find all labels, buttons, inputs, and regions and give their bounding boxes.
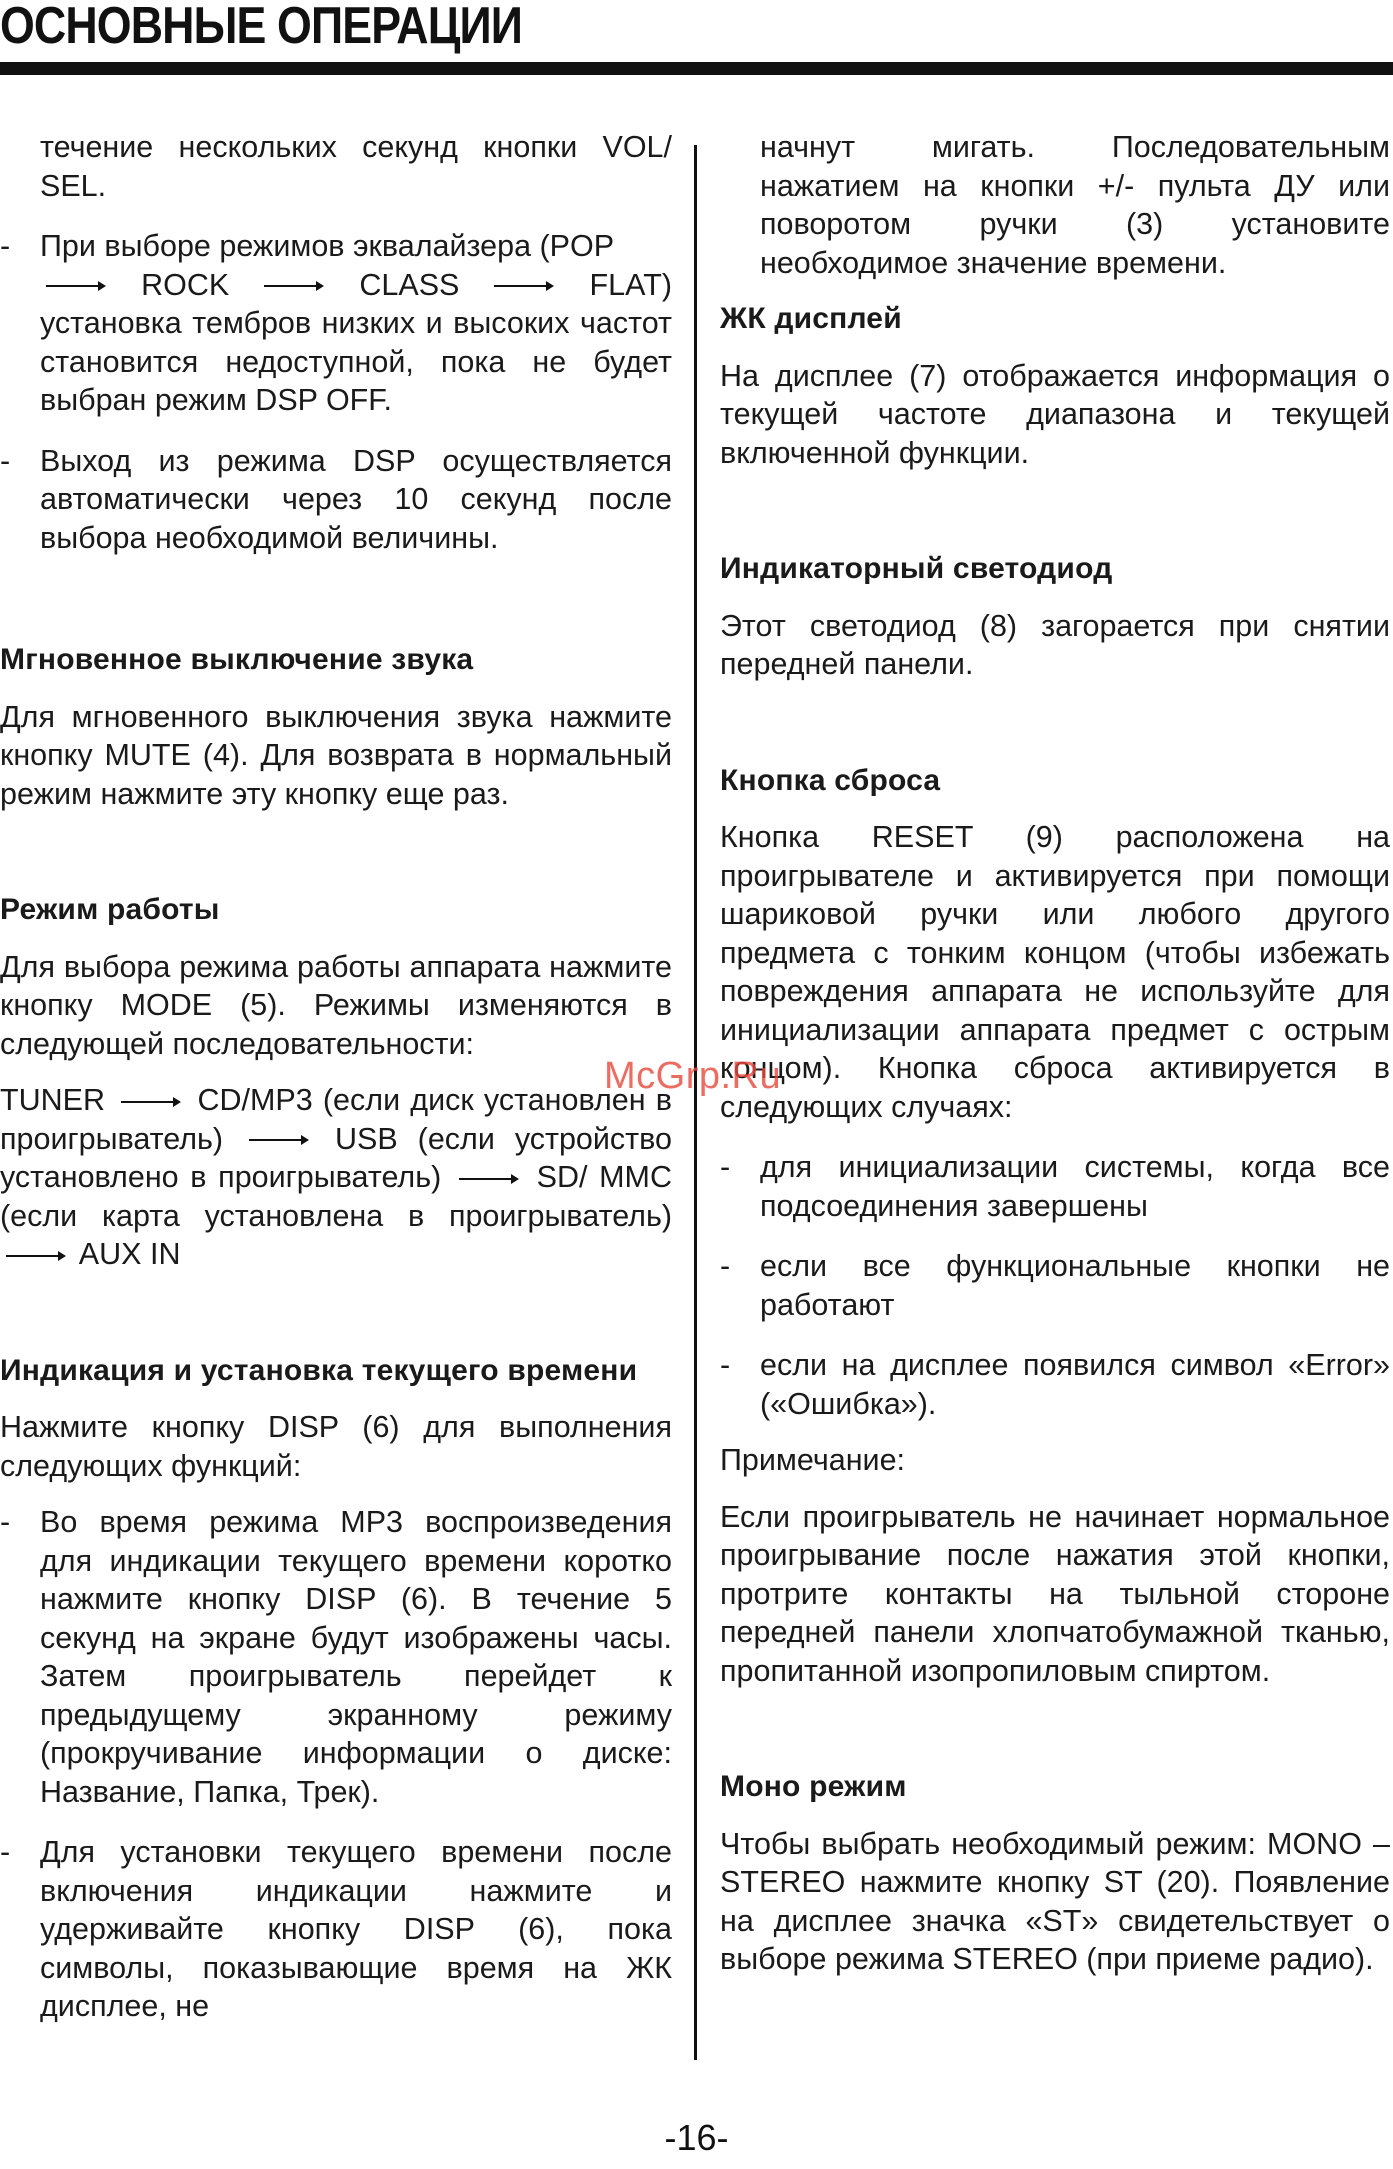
arrow-right-icon: [264, 279, 324, 293]
mode-paragraph: Для выбора режима работы аппарата нажмите кнопку MODE (5). Режимы изменяются в следующей последовательности:: [0, 949, 672, 1061]
list-dash: -: [720, 1348, 731, 1382]
left-column: [0, 128, 672, 2026]
list-dash: -: [720, 1249, 731, 1283]
eq-text-start: При выборе режимов эквалайзера (POP: [40, 229, 615, 263]
list-dash: -: [0, 1835, 11, 1869]
list-item: [720, 1346, 1390, 1423]
mode-cd: CD/MP3 (если диск установлен в проигрыватель): [0, 1083, 672, 1156]
section-heading-reset: Кнопка сброса: [720, 763, 941, 797]
column-divider: [694, 145, 697, 2060]
note-label: Примечание:: [720, 1443, 906, 1477]
note-paragraph: Если проигрыватель не начинает нормальное проигрывание после нажатия этой кнопки, протрите контакты на тыльной стороне передней панели хлопчатобумажной тканью, пропитанной изопропиловым спиртом.: [720, 1499, 1390, 1688]
mute-paragraph: Для мгновенного выключения звука нажмите кнопку MUTE (4). Для возврата в нормальный режим нажмите эту кнопку еще раз.: [0, 699, 672, 811]
eq-rock: ROCK: [141, 267, 230, 302]
right-column: [720, 128, 1390, 1979]
eq-text-end: FLAT) установка тембров низких и высоких частот становится недоступной, пока не будет выбран режим DSP OFF.: [40, 267, 673, 417]
list-item: [0, 442, 672, 558]
time-paragraph: Нажмите кнопку DISP (6) для выполнения следующих функций:: [0, 1410, 672, 1483]
time-item-text: Во время режима MP3 воспроизведения для индикации текущего времени коротко нажмите кнопку DISP (6). В течение 5 секунд на экране будут изображены часы. Затем проигрыватель перейдет к предыдущему экранному режиму (прокручивание информации о диске: Название, Папка, Трек).: [40, 1505, 672, 1809]
section-heading-led: Индикаторный светодиод: [720, 552, 1113, 585]
page-number: -16-: [664, 2117, 729, 2158]
watermark: McGrp.Ru: [604, 1055, 782, 1097]
continued-paragraph: течение нескольких секунд кнопки VOL/ SEL.: [40, 130, 672, 203]
list-item: [720, 1148, 1390, 1225]
mode-sequence: [0, 1081, 672, 1274]
list-item: [0, 1833, 672, 2026]
reset-item-text: для инициализации системы, когда все подсоединения завершены: [760, 1150, 1390, 1223]
mode-usb: USB (если устройство установлено в проигрыватель): [0, 1121, 672, 1194]
reset-item-text: если все функциональные кнопки не работают: [760, 1249, 1390, 1322]
section-heading-mono: Моно режим: [720, 1770, 907, 1803]
list-dash: -: [0, 443, 11, 478]
lcd-paragraph: На дисплее (7) отображается информация о текущей частоте диапазона и текущей включенной функции.: [720, 358, 1390, 470]
dsp-exit-text: Выход из режима DSP осуществляется автоматически через 10 секунд после выбора необходимой величины.: [40, 443, 672, 555]
list-item: [0, 1503, 672, 1811]
section-heading-time: Индикация и установка текущего времени: [0, 1353, 638, 1387]
arrow-right-icon: [46, 279, 106, 293]
eq-class: CLASS: [359, 267, 460, 302]
mode-tuner: TUNER: [0, 1083, 106, 1117]
page-title: ОСНОВНЫЕ ОПЕРАЦИИ: [0, 0, 523, 55]
arrow-right-icon: [494, 279, 554, 293]
arrow-right-icon: [6, 1249, 66, 1263]
arrow-right-icon: [121, 1095, 181, 1109]
list-item: [720, 1247, 1390, 1324]
continued-paragraph: начнут мигать. Последовательным нажатием на кнопки +/- пульта ДУ или поворотом ручки (3) установите необходимое значение времени.: [760, 130, 1390, 280]
list-dash: -: [0, 229, 11, 263]
mode-sd: SD/ MMC (если карта установлена в проигрыватель): [0, 1160, 672, 1233]
time-item-text: Для установки текущего времени после включения индикации нажмите и удерживайте кнопку DISP (6), пока символы, показывающие время на ЖК дисплее, не: [40, 1835, 672, 2023]
header-rule: [0, 62, 1393, 75]
reset-item-text: если на дисплее появился символ «Error» («Ошибка»).: [760, 1348, 1390, 1421]
list-dash: -: [0, 1505, 11, 1539]
page-header: [0, 0, 1393, 78]
reset-paragraph: Кнопка RESET (9) расположена на проигрывателе и активируется при помощи шариковой ручки или любого другого предмета с тонким концом (чтобы избежать повреждения аппарата не используйте для инициализации аппарата предмет с острым концом). Кнопка сброса активируется в следующих случаях:: [720, 820, 1390, 1124]
arrow-right-icon: [249, 1133, 309, 1147]
section-heading-mute: Мгновенное выключение звука: [0, 643, 474, 676]
list-item: [0, 227, 672, 420]
section-heading-lcd: ЖК дисплей: [720, 302, 902, 335]
arrow-right-icon: [459, 1172, 519, 1186]
section-heading-mode: Режим работы: [0, 893, 220, 926]
list-dash: -: [720, 1150, 731, 1184]
mode-aux: AUX IN: [78, 1237, 181, 1271]
led-paragraph: Этот светодиод (8) загорается при снятии передней панели.: [720, 608, 1390, 681]
mono-paragraph: Чтобы выбрать необходимый режим: MONO – STEREO нажмите кнопку ST (20). Появление на дисплее значка «ST» свидетельствует о выборе режима STEREO (при приеме радио).: [720, 1826, 1390, 1976]
